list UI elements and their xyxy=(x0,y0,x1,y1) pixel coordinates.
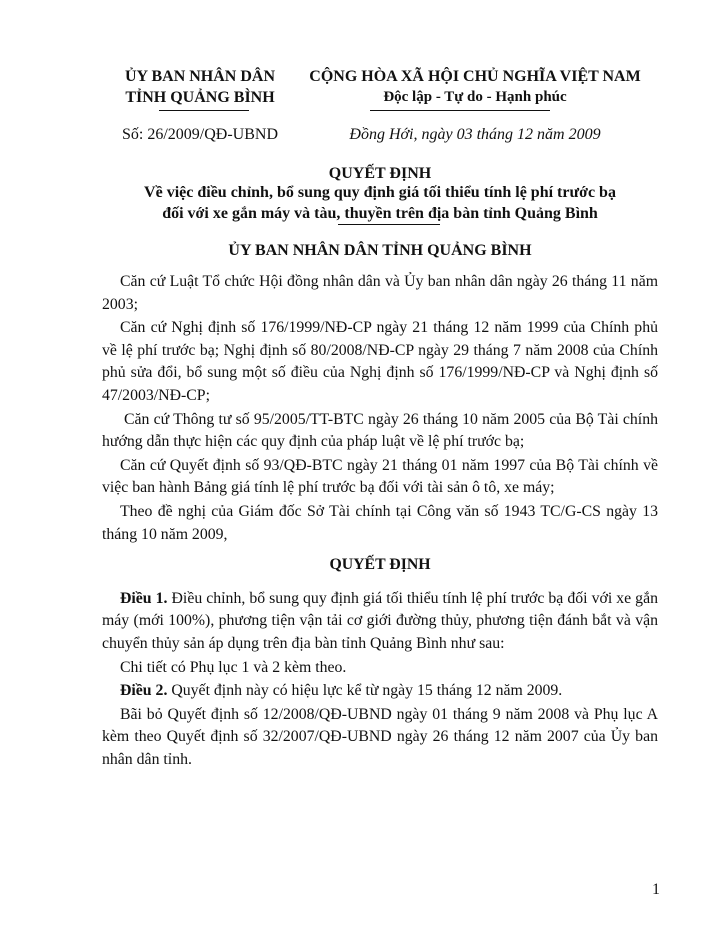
document-body xyxy=(102,271,658,772)
decision-heading: QUYẾT ĐỊNH xyxy=(329,556,431,574)
issuer-line-2: TỈNH QUẢNG BÌNH xyxy=(125,89,275,106)
article-1-label: Điều 1. xyxy=(120,589,168,607)
preamble-paragraph: Căn cứ Quyết định số 93/QĐ-BTC ngày 21 tháng 01 năm 1997 của Bộ Tài chính về việc ban hành Bảng giá tính lệ phí trước bạ đối với tài sản ô tô, xe máy; xyxy=(102,456,658,497)
issuer-line-1: ỦY BAN NHÂN DÂN xyxy=(124,68,276,85)
subject-underline xyxy=(338,224,440,225)
subject-line-1: Về việc điều chỉnh, bổ sung quy định giá tối thiểu tính lệ phí trước bạ xyxy=(144,184,616,201)
preamble-paragraph: Căn cứ Luật Tổ chức Hội đồng nhân dân và Ủy ban nhân dân ngày 26 tháng 11 năm 2003; xyxy=(102,273,658,313)
article-1-detail: Chi tiết có Phụ lục 1 và 2 kèm theo. xyxy=(120,658,347,676)
document-title: QUYẾT ĐỊNH xyxy=(328,165,432,182)
preamble-paragraph: Theo đề nghị của Giám đốc Sở Tài chính tại Công văn số 1943 TC/G-CS ngày 13 tháng 10 năm 2009, xyxy=(102,502,658,543)
repeal-paragraph: Bãi bỏ Quyết định số 12/2008/QĐ-UBND ngày 01 tháng 9 năm 2008 và Phụ lục A kèm theo Quyết định số 32/2007/QĐ-UBND ngày 26 tháng 12 năm 2007 của Ủy ban nhân dân tỉnh. xyxy=(102,705,658,768)
subject-line-2: đối với xe gắn máy và tàu, thuyền trên địa bàn tỉnh Quảng Bình xyxy=(162,205,598,222)
article-2-text: Quyết định này có hiệu lực kể từ ngày 15 tháng 12 năm 2009. xyxy=(167,682,563,700)
preamble-paragraph: Căn cứ Thông tư số 95/2005/TT-BTC ngày 26 tháng 10 năm 2005 của Bộ Tài chính hướng dẫn thực hiện các quy định của pháp luật về lệ phí trước bạ; xyxy=(102,410,658,451)
issuer-underline xyxy=(159,110,249,111)
motto-underline xyxy=(370,110,550,111)
document-number: Số: 26/2009/QĐ-UBND xyxy=(121,126,278,143)
national-header xyxy=(292,66,658,108)
document-subject xyxy=(102,182,658,224)
article-2 xyxy=(102,680,658,703)
page-number: 1 xyxy=(652,881,660,898)
article-1 xyxy=(102,588,658,656)
authority-heading: ỦY BAN NHÂN DÂN TỈNH QUẢNG BÌNH xyxy=(228,242,532,259)
article-2-label: Điều 2. xyxy=(120,682,168,700)
place-and-date: Đồng Hới, ngày 03 tháng 12 năm 2009 xyxy=(349,126,601,143)
national-motto: Độc lập - Tự do - Hạnh phúc xyxy=(383,89,567,105)
preamble-paragraph: Căn cứ Nghị định số 176/1999/NĐ-CP ngày 21 tháng 12 năm 1999 của Chính phủ về lệ phí trước bạ; Nghị định số 80/2008/NĐ-CP ngày 29 tháng 7 năm 2008 của Chính phủ sửa đổi, bổ sung một số điều của Nghị định số 176/1999/NĐ-CP và Nghị định số 47/2003/NĐ-CP; xyxy=(102,319,658,404)
national-title: CỘNG HÒA XÃ HỘI CHỦ NGHĨA VIỆT NAM xyxy=(309,68,641,85)
article-1-text: Điều chỉnh, bổ sung quy định giá tối thiểu tính lệ phí trước bạ đối với xe gắn máy (mới 100%), phương tiện vận tải cơ giới đường thủy, phương tiện đánh bắt và vận chuyển thủy sản áp dụng trên địa bàn tỉnh Quảng Bình như sau: xyxy=(102,589,658,652)
issuing-authority-header xyxy=(102,66,298,108)
